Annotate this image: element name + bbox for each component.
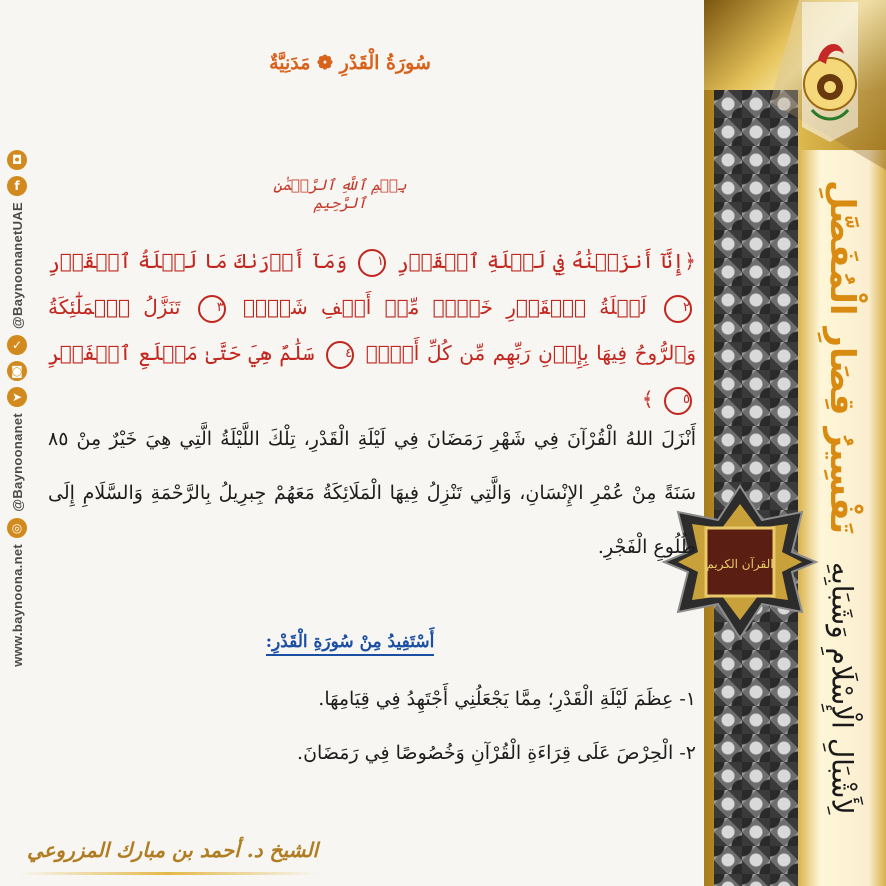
verse-text: ﴿إِنَّآ أَنزَلۡنَٰهُ فِي لَيۡلَةِ ٱلۡقَدۡرِ: [396, 249, 696, 273]
social-handle[interactable]: @Baynoonanet: [9, 412, 25, 512]
social-strip: [0, 150, 34, 800]
author-signature: الشيخ د. أحمد بن مبارك المزروعي: [26, 838, 318, 862]
ayah-number: ٥: [664, 387, 692, 415]
ayah-number: ١: [358, 249, 386, 277]
series-title-main: تَفْسِيرُ قِصَارِ الْمُفَصَّلِ: [822, 180, 862, 535]
benefit-item: ١- عِظَمَ لَيْلَةِ الْقَدْرِ؛ مِمَّا يَجْعَلُنِي أَجْتَهِدُ فِي قِيَامِهَا.: [318, 688, 696, 710]
verse-close-bracket: ﴾: [641, 387, 654, 411]
verse-text: تَنَزَّلُ ٱلۡمَلَٰٓئِكَةُ وَٱلرُّوحُ فِيهَا بِإِذۡنِ رَبِّهِم مِّن كُلِّ أَمۡرٖ: [48, 295, 697, 365]
twitter-icon[interactable]: ✓: [7, 335, 27, 355]
telegram-icon[interactable]: ➤: [7, 387, 27, 407]
signature-underline: [18, 872, 318, 875]
ayah-number: ٢: [664, 295, 692, 323]
ayah-number: ٣: [198, 295, 226, 323]
basmala: بِسۡمِ ٱللَّهِ ٱلرَّحۡمَٰنِ ٱلرَّحِيمِ: [273, 176, 407, 212]
web-icon[interactable]: ◎: [7, 518, 27, 538]
benefit-item: ٢- الْحِرْصَ عَلَى قِرَاءَةِ الْقُرْآنِ وَخُصُوصًا فِي رَمَضَانَ.: [297, 742, 696, 764]
benefits-heading-text: أَسْتَفِيدُ مِنْ سُورَةِ الْقَدْرِ:: [266, 632, 435, 656]
baynoona-logo: [792, 2, 868, 142]
verse-text: سَلَٰمٌ هِيَ حَتَّىٰ مَطۡلَعِ ٱلۡفَجۡرِ: [48, 341, 315, 365]
benefits-heading: [240, 632, 460, 652]
verse-text: لَيۡلَةُ ٱلۡقَدۡرِ خَيۡرٞ مِّنۡ أَلۡفِ شَهۡرٖ: [243, 295, 647, 319]
quran-verses: [48, 238, 696, 422]
ayah-number: ٤: [326, 341, 354, 369]
verse-text: وَمَآ أَدۡرَىٰكَ مَا لَيۡلَةُ ٱلۡقَدۡرِ: [48, 249, 348, 273]
emblem-text: القرآن الكريم: [706, 557, 774, 571]
tafsir-paragraph: أَنْزَلَ اللهُ الْقُرْآنَ فِي شَهْرِ رَمَضَانَ فِي لَيْلَةِ الْقَدْرِ، تِلْكَ اللَّيْلَةُ الَّتِي هِيَ خَيْرٌ مِنْ ٨٥ سَنَةً مِنْ عُمْرِ الإِنْسَانِ، وَالَّتِي تَنْزِلُ فِيهَا الْمَلَائِكَةُ مَعَهُمْ جِبرِيلُ بِالرَّحْمَةِ وَالسَّلَامِ إِلَى طُلُوعِ الْفَجْرِ.: [48, 428, 696, 558]
instagram-icon[interactable]: ◙: [7, 361, 27, 381]
series-title-sub: لِأَشْبَالِ الْإِسْلَامِ وَشَبَابِهِ: [825, 562, 859, 815]
social-handle-uae[interactable]: @BaynoonanetUAE: [9, 202, 25, 329]
surah-title: سُورَةُ الْقَدْرِ ❁ مَدَنِيَّةٌ: [269, 52, 431, 74]
facebook-icon[interactable]: f: [7, 176, 27, 196]
snapchat-icon[interactable]: ◘: [7, 150, 27, 170]
website-link[interactable]: www.baynoona.net: [9, 543, 25, 667]
